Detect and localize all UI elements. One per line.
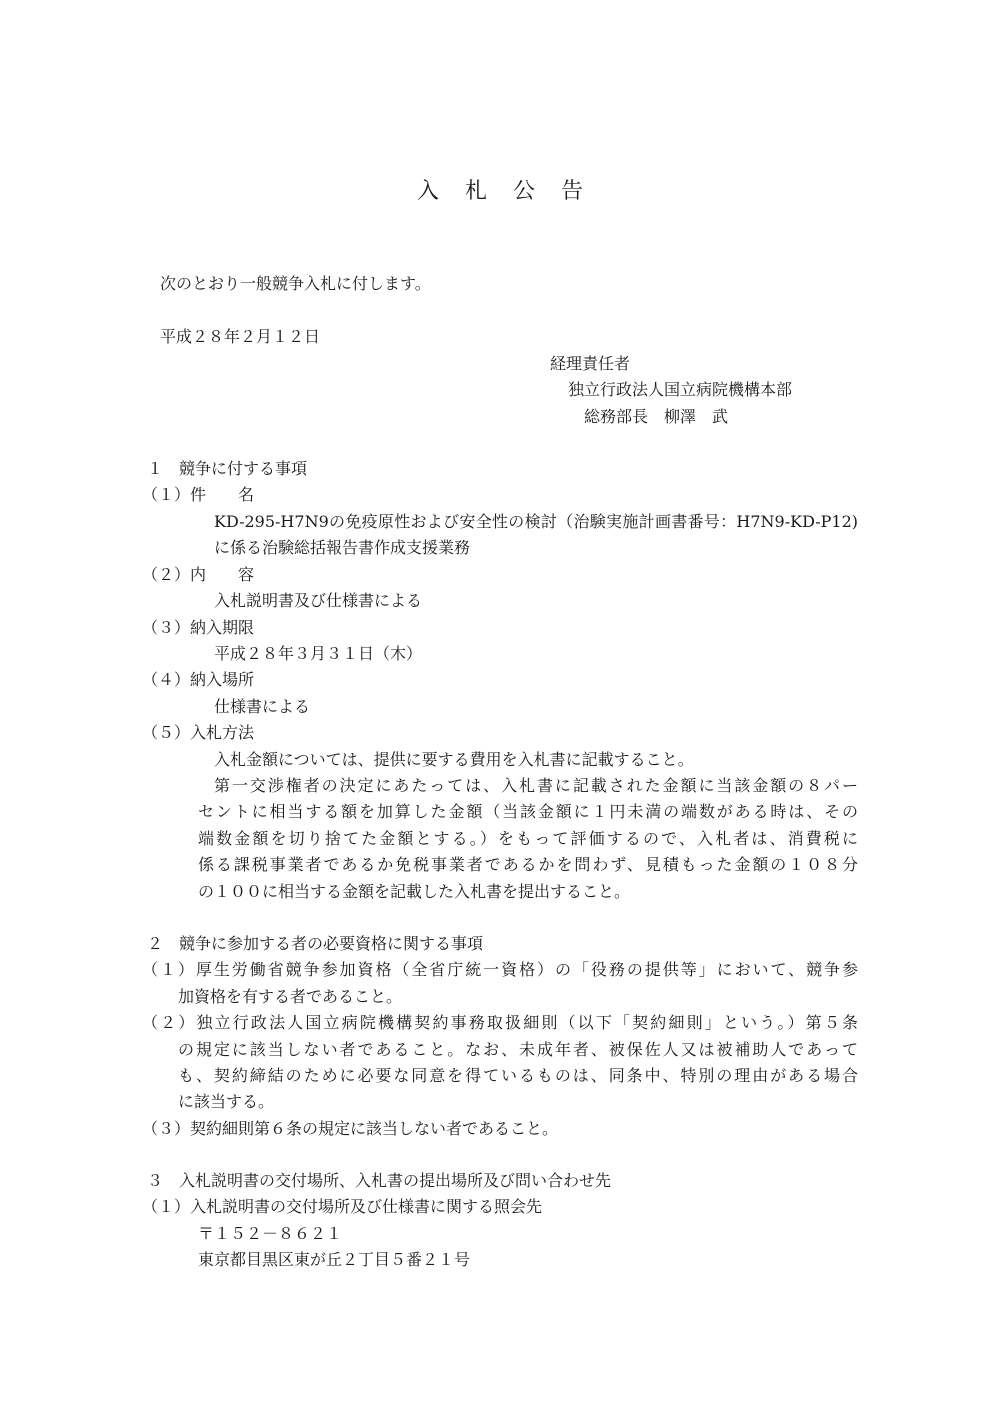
section1-item1-text: KD-295-H7N9の免疫原性および安全性の検討（治験実施計画書番号：H7N9-KD-P12) (214, 512, 858, 531)
address: 東京都目黒区東が丘２丁目５番２１号 (198, 1250, 471, 1269)
section2-item1: （１）厚生労働省競争参加資格（全省庁統一資格）の「役務の提供等」において、競争参 (142, 960, 858, 979)
section2-item3: （３）契約細則第６条の規定に該当しない者であること。 (142, 1119, 559, 1138)
section1-item5-paragraph: 入札金額については、提供に要する費用を入札書に記載すること。 (214, 750, 694, 769)
section1-item2-label: （２）内 容 (142, 565, 255, 584)
section2-item2: の規定に該当しない者であること。なお、未成年者、被保佐人又は被補助人であって (178, 1040, 858, 1059)
title-char: 札 (464, 179, 487, 204)
postal-code: 〒１５２－８６２１ (198, 1224, 343, 1243)
signer-name: 総務部長 柳澤 武 (584, 407, 729, 426)
section3-heading: ３ 入札説明書の交付場所、入札書の提出場所及び問い合わせ先 (147, 1171, 612, 1190)
title-char: 公 (513, 179, 536, 204)
section1-item5-paragraph: の１００に相当する金額を記載した入札書を提出すること。 (198, 882, 631, 901)
section2-item2: も、契約締結のために必要な同意を得ているものは、同条中、特別の理由がある場合 (178, 1066, 858, 1085)
section2-item1: 加資格を有する者であること。 (178, 987, 403, 1006)
section1-item5-paragraph: 係る課税事業者であるか免税事業者であるかを問わず、見積もった金額の１０８分 (198, 855, 858, 874)
page-title (0, 181, 1000, 203)
signer-role: 経理責任者 (550, 354, 631, 373)
section1-item4-label: （４）納入場所 (142, 670, 255, 689)
title-char: 入 (416, 179, 439, 204)
section1-item3-label: （３）納入期限 (142, 618, 255, 637)
section1-item5-paragraph: 端数金額を切り捨てた金額とする。）をもって評価するので、入札者は、消費税に (198, 829, 858, 848)
title-char: 告 (561, 179, 584, 204)
section1-item5-paragraph: セントに相当する額を加算した金額（当該金額に１円未満の端数がある時は、その (198, 802, 858, 821)
section2-item2: に該当する。 (178, 1092, 275, 1111)
section1-item5-label: （５）入札方法 (142, 723, 255, 742)
section1-item3-text: 平成２８年３月３１日（木） (214, 644, 423, 663)
section1-item1-label: （１）件 名 (142, 485, 255, 504)
section1-item1-text: に係る治験総括報告書作成支援業務 (214, 538, 471, 557)
signer-organization: 独立行政法人国立病院機構本部 (568, 380, 793, 399)
section2-item2: （２）独立行政法人国立病院機構契約事務取扱細則（以下「契約細則」という。）第５条 (142, 1013, 858, 1032)
section1-heading: １ 競争に付する事項 (147, 459, 308, 478)
notice-date: 平成２８年２月１２日 (160, 327, 321, 346)
section1-item4-text: 仕様書による (214, 697, 311, 716)
intro-text: 次のとおり一般競争入札に付します。 (160, 274, 431, 293)
section3-item1-label: （１）入札説明書の交付場所及び仕様書に関する照会先 (142, 1197, 543, 1216)
section2-heading: ２ 競争に参加する者の必要資格に関する事項 (147, 934, 484, 953)
section1-item5-paragraph: 第一交渉権者の決定にあたっては、入札書に記載された金額に当該金額の８パー (214, 776, 858, 795)
section1-item2-text: 入札説明書及び仕様書による (214, 591, 423, 610)
